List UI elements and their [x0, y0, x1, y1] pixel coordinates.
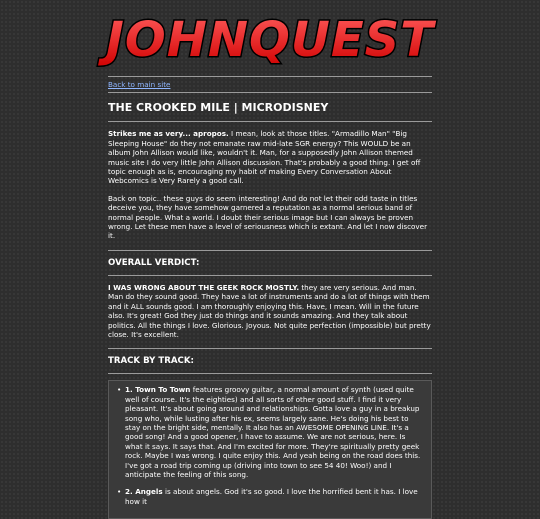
track-title: 2. Angels	[125, 487, 163, 497]
track-item	[125, 487, 423, 506]
site-logo[interactable]	[0, 0, 540, 72]
tracks-heading: TRACK BY TRACK:	[108, 356, 194, 367]
intro-text: I mean, look at those titles. "Armadillo Man" "Big Sleeping House" do they not emanate raw mid-late SGR energy? This WOULD be an album John Allison would like, wouldn't it. Man, for a supposedly John Allison themed music site I do very little John Allison discussion. That's probably a good thing. I get off topic enough as is, encouraging my habit of making Every Conversation About Webcomics is Very Rarely a good call.	[108, 129, 421, 186]
track-item	[125, 385, 423, 479]
track-title: 1. Town To Town	[125, 385, 191, 395]
track-text: features groovy guitar, a normal amount of synth (used quite well of course. It's the eighties) and all sorts of other good stuff. I find it very pleasant. It's about going around and relationships. Gotta love a guy in a breakup song who, while lusting after his ex, seems largely sane. He's doing his best to stay on the bright side, mentally. It also has an AWESOME OPENING LINE. It's a good song! And a good opener, I have to assume. We are not serious, here. Is what it says. It says that. And I'm excited for more. They're spiritually pretty geek rock. Maybe I was wrong. I quite enjoy this. And yeah being on the road does this. I've got a road trip coming up (driving into town to see 54 40! Woo!) and I anticipate the feeling of this song.	[125, 385, 421, 479]
divider	[108, 373, 432, 374]
back-to-main-link[interactable]: Back to main site	[108, 80, 171, 89]
divider	[108, 250, 432, 251]
intro-paragraph	[108, 129, 432, 185]
divider	[108, 121, 432, 122]
divider	[108, 275, 432, 276]
track-list	[125, 385, 423, 506]
verdict-lead: I WAS WRONG ABOUT THE GEEK ROCK MOSTLY.	[108, 282, 300, 292]
verdict-text: they are very serious. And man. Man do they sound good. They have a lot of instruments and do a lot of things with them and it ALL sounds good. I am thoroughly enjoying this. Have, I mean. Will in the future also. It's great! God they just do things and it sounds amazing. And they talk about politics. All the things I love. Glorious. Joyous. Not quite perfection (impossible) but pretty close. It's excellent.	[108, 282, 431, 339]
main-content	[108, 76, 432, 519]
track-list-box	[108, 380, 432, 519]
intro-paragraph-2: Back on topic.. these guys do seem interesting! And do not let their odd taste in titles deceive you, they have somehow garnered a reputation as a normal serious band of normal people. What a world. I doubt their serious image but I can always be proven wrong. Let these men have a level of seriousness which is extant. And let I now discover it.	[108, 193, 428, 241]
track-text: is about angels. God it's so good. I love the horrified bent it has. I love how it	[125, 487, 418, 506]
verdict-paragraph	[108, 283, 432, 339]
divider	[108, 92, 432, 93]
logo-text: JOHNQUEST	[106, 12, 434, 68]
divider	[108, 348, 432, 349]
top-divider	[108, 76, 432, 77]
intro-lead: Strikes me as very... apropos.	[108, 129, 229, 139]
page-title: THE CROOKED MILE | MICRODISNEY	[108, 101, 329, 115]
verdict-heading: OVERALL VERDICT:	[108, 257, 200, 268]
